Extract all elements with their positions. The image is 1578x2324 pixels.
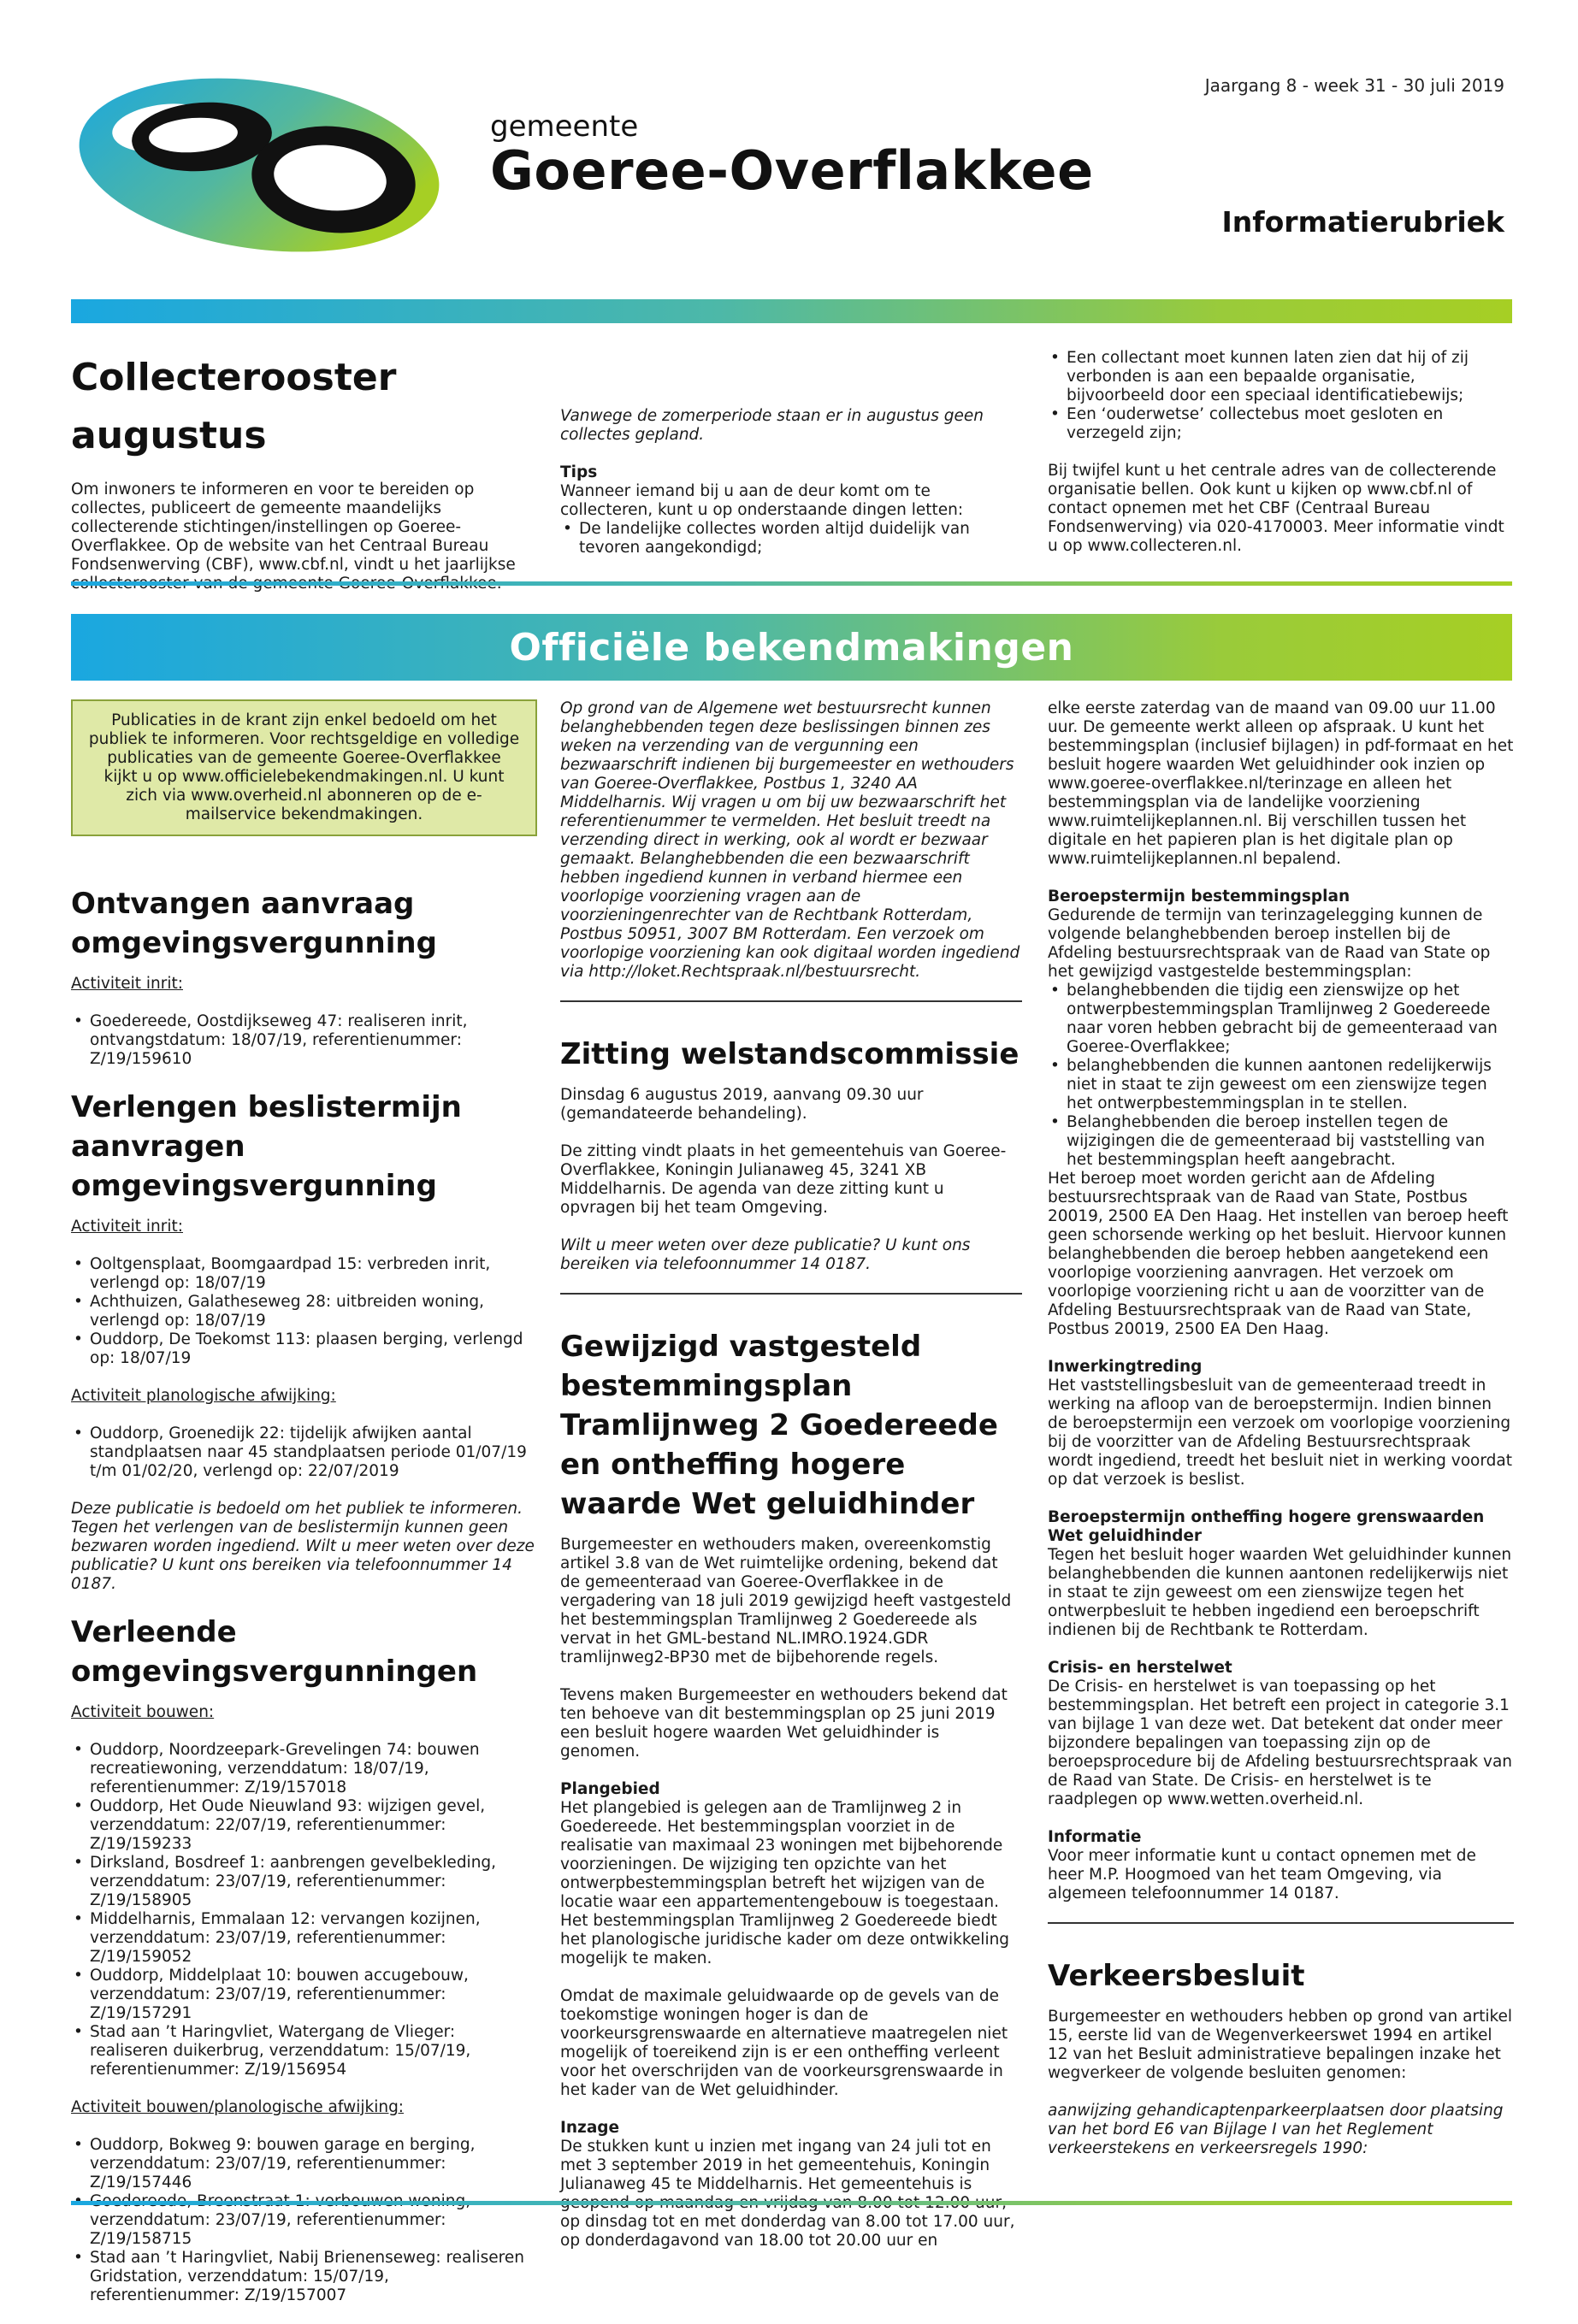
column-rule bbox=[560, 1293, 1022, 1295]
official-notices-banner bbox=[71, 614, 1512, 681]
notices-column-1 bbox=[71, 699, 537, 2324]
issue-date: Jaargang 8 - week 31 - 30 juli 2019 bbox=[1204, 75, 1504, 96]
granted-list-building bbox=[71, 1741, 537, 2079]
info-heading: Informatie bbox=[1048, 1828, 1142, 1846]
tips-intro: Wanneer iemand bij u aan de deur komt om te collecteren, kunt u op onderstaande dingen letten: bbox=[560, 482, 964, 519]
header-divider bbox=[71, 299, 1512, 323]
list-item: • Stad aan ’t Haringvliet, Watergang de Vlieger: realiseren duikerbrug, verzenddatum: 15/07/19, referentienummer: Z/19/156954 bbox=[71, 2023, 537, 2079]
notices-column-2 bbox=[560, 699, 1022, 2250]
inzage-body: De stukken kunt u inzien met ingang van 24 juli tot en met 3 september 2019 in het gemeentehuis, Koningin Julianaweg 45 te Middelharnis. Het gemeentehuis is op dinsdag tot en met donderdag van 8.00 tot 17.00 uur, op donderdagavond van 18.00 tot 20.00 uur en bbox=[560, 2138, 1015, 2250]
welstand-body: De zitting vindt plaats in het gemeentehuis van Goeree-Overflakkee, Koningin Julianaweg 45, 3241 XB Middelharnis. De agenda van deze zitting kunt u opvragen bij het team Omgeving. bbox=[560, 1142, 1007, 1217]
info-body: Voor meer informatie kunt u contact opnemen met de heer M.P. Hoogmoed van het team Omgeving, via algemeen telefoonnummer 14 0187. bbox=[1048, 1847, 1476, 1902]
received-list bbox=[71, 1012, 537, 1069]
welstand-date: Dinsdag 6 augustus 2019, aanvang 09.30 uur (gemandateerde behandeling). bbox=[560, 1086, 924, 1123]
welstand-title: Zitting welstandscommissie bbox=[560, 1037, 1019, 1071]
collect-title: Collecterooster augustus bbox=[71, 356, 397, 457]
list-item: • Belanghebbenden die beroep instellen tegen de wijzigingen die de gemeenteraad bij vaststelling van het bestemmingsplan heeft aangebracht. bbox=[1048, 1113, 1514, 1170]
tips-list-continued bbox=[1048, 349, 1514, 443]
appeal-intro: Gedurende de termijn van terinzagelegging kunnen de volgende belanghebbenden beroep instellen bij de Afdeling bestuursrechtspraak van de Raad van State op het gewijzigd vastgestelde bestemmingsplan: bbox=[1048, 906, 1491, 981]
list-item: • Dirksland, Bosdreef 1: aanbrengen gevelbekleding, verzenddatum: 23/07/19, referentienummer: Z/19/158905 bbox=[71, 1854, 537, 1910]
list-item: • Achthuizen, Galatheseweg 28: uitbreiden woning, verlengd op: 18/07/19 bbox=[71, 1293, 537, 1330]
inzage-continued: elke eerste zaterdag van de maand van 09.00 uur 11.00 uur. De gemeente werkt alleen op afspraak. U kunt het bestemmingsplan (inclusief bijlagen) in pdf-formaat en het besluit hogere waarden Wet geluidhinder ook inzien op www.goeree-overflakkee.nl/terinzage en alleen het bestemmingsplan via de landelijke voorziening www.ruimtelijkeplannen.nl. Bij verschillen tussen het digitale en het papieren plan is het digitale plan op www.ruimtelijkeplannen.nl bepalend. bbox=[1048, 699, 1514, 868]
list-item: • Ouddorp, Het Oude Nieuwland 93: wijzigen gevel, verzenddatum: 22/07/19, referentienummer: Z/19/159233 bbox=[71, 1797, 537, 1854]
extend-note: Deze publicatie is bedoeld om het publiek te informeren. Tegen het verlengen van de beslistermijn kunnen geen bezwaren worden ingediend. Wilt u meer weten over deze publicatie? U kunt ons bereiken via telefoonnummer 14 0187. bbox=[71, 1500, 535, 1593]
list-item: • verzenddatum: 23/07/19, referentienummer: Z/19/158715 bbox=[71, 2192, 537, 2249]
tramlijnweg-p2: Tevens maken Burgemeester en wethouders bekend dat ten behoeve van dit bestemmingsplan op 25 juni 2019 een besluit hogere waarden Wet geluidhinder is genomen. bbox=[560, 1686, 1008, 1761]
municipality-logo bbox=[75, 75, 452, 275]
collect-closing: Bij twijfel kunt u het centrale adres van de collecterende organisatie bellen. Ook kunt u kijken op www.cbf.nl of contact opnemen met het CBF (Centraal Bureau Fondsenwerving) via 020-4170003. Meer informatie vindt u op www.collecteren.nl. bbox=[1048, 462, 1504, 555]
extend-activity-planning: Activiteit planologische afwijking: bbox=[71, 1387, 336, 1405]
footer-divider bbox=[71, 2201, 1512, 2205]
notices-column-3 bbox=[1048, 699, 1514, 2158]
section-divider bbox=[71, 581, 1512, 586]
list-item: • Ouddorp, De Toekomst 113: plaasen berging, verlengd op: 18/07/19 bbox=[71, 1330, 537, 1368]
list-item: • Ouddorp, Bokweg 9: bouwen garage en berging, verzenddatum: 23/07/19, referentienummer: Z/19/157446 bbox=[71, 2136, 537, 2192]
extend-list-planning bbox=[71, 1424, 537, 1481]
municipality-prefix: gemeente bbox=[490, 109, 639, 144]
welstand-note: Wilt u meer weten over deze publicatie? U kunt ons bereiken via telefoonnummer 14 0187. bbox=[560, 1236, 971, 1273]
plangebied-heading: Plangebied bbox=[560, 1780, 660, 1798]
granted-activity-building-planning: Activiteit bouwen/planologische afwijking: bbox=[71, 2098, 405, 2116]
appeal-body: Het beroep moet worden gericht aan de Afdeling bestuursrechtspraak van de Raad van State, Postbus 20019, 2500 EA Den Haag. Het instellen van beroep heeft geen schorsende werking op het besluit. Hiervoor kunnen belanghebbenden die beroep hebben aangetekend een voorlopige voorziening aanvragen. Het verzoek om voorlopige voorziening richt u aan de voorzitter van de Afdeling Bestuursrechtspraak van de Raad van State, Postbus 20019, 2500 EA Den Haag. bbox=[1048, 1170, 1509, 1338]
column-rule bbox=[560, 1000, 1022, 1002]
collect-column-1 bbox=[71, 349, 533, 593]
tips-list bbox=[560, 520, 1022, 557]
list-item: • belanghebbenden die kunnen aantonen redelijkerwijs niet in staat te zijn geweest om een zienswijze tegen het ontwerpbestemmingsplan in te stellen. bbox=[1048, 1057, 1514, 1113]
appeal-heading: Beroepstermijn bestemmingsplan bbox=[1048, 888, 1350, 905]
list-item: • Ouddorp, Noordzeepark-Grevelingen 74: bouwen recreatiewoning, verzenddatum: 18/07/19, referentienummer: Z/19/157018 bbox=[71, 1741, 537, 1797]
granted-activity-building: Activiteit bouwen: bbox=[71, 1703, 215, 1721]
list-item: • Ooltgensplaat, Boomgaardpad 15: verbreden inrit, verlengd op: 18/07/19 bbox=[71, 1255, 537, 1293]
inzage-heading: Inzage bbox=[560, 2119, 620, 2137]
extend-title: Verlengen beslistermijn aanvragen omgevingsvergunning bbox=[71, 1090, 462, 1203]
list-item: • Goedereede, Oostdijkseweg 47: realiseren inrit, ontvangstdatum: 18/07/19, referentienummer: Z/19/159610 bbox=[71, 1012, 537, 1069]
appeal-list bbox=[1048, 982, 1514, 1170]
list-item: • Middelharnis, Emmalaan 12: vervangen kozijnen, verzenddatum: 23/07/19, referentienummer: Z/19/159052 bbox=[71, 1910, 537, 1967]
effect-body: Het vaststellingsbesluit van de gemeenteraad treedt in werking na afloop van de beroepstermijn. Indien binnen de beroepstermijn een verzoek om voorlopige voorziening bij de voorzitter van de Afdeling Bestuursrechtspraak wordt ingediend, treedt het besluit niet in werking voordat op dat verzoek is beslist. bbox=[1048, 1377, 1512, 1489]
tramlijnweg-p1: Burgemeester en wethouders maken, overeenkomstig artikel 3.8 van de Wet ruimtelijke ordening, bekend dat de gemeenteraad van Goeree-Overflakkee in de vergadering van 18 juli 2019 gewijzigd heeft vastgesteld het bestemmingsplan Tramlijnweg 2 Goedereede als vervat in het GML-bestand NL.IMRO.1924.GDR tramlijnweg2-BP30 met de bijbehorende regels. bbox=[560, 1536, 1012, 1666]
granted-title: Verleende omgevingsvergunningen bbox=[71, 1615, 478, 1689]
effect-heading: Inwerkingtreding bbox=[1048, 1358, 1203, 1376]
received-activity: Activiteit inrit: bbox=[71, 975, 183, 993]
tip-item: • De landelijke collectes worden altijd duidelijk van tevoren aangekondigd; bbox=[560, 520, 1022, 557]
noise-body: Tegen het besluit hoger waarden Wet geluidhinder kunnen belanghebbenden die kunnen aantonen redelijkerwijs niet in staat te zijn geweest om een zienswijze tegen het ontwerpbesluit te hebben ingediend een beroepschrift indienen bij de Rechtbank te Rotterdam. bbox=[1048, 1546, 1512, 1639]
collect-column-2 bbox=[560, 349, 1022, 576]
extend-list-driveway bbox=[71, 1255, 537, 1368]
crisis-body: De Crisis- en herstelwet is van toepassing op het bestemmingsplan. Het betreft een project in categorie 3.1 van bijlage 1 van deze wet. Dat betekent dat onder meer bijzondere bepalingen van toepassing zijn op de beroepsprocedure bij de Afdeling bestuursrechtspraak van de Raad van State. De Crisis- en herstelwet is te raadplegen op www.wetten.overheid.nl. bbox=[1048, 1678, 1513, 1808]
tips-heading: Tips bbox=[560, 463, 598, 481]
tip-item: • Een ‘ouderwetse’ collectebus moet gesloten en verzegeld zijn; bbox=[1048, 405, 1514, 443]
traffic-body: Burgemeester en wethouders hebben op grond van artikel 15, eerste lid van de Wegenverkeerswet 1994 en artikel 12 van het Besluit administratieve bepalingen inzake het wegverkeer de volgende besluiten genomen: bbox=[1048, 2008, 1513, 2082]
collect-intro: Om inwoners te informeren en voor te bereiden op collectes, publiceert de gemeente maandelijks collecterende stichtingen/instellingen op Goeree-Overflakkee. Op de website van het Centraal Bureau Fondsenwerving (CBF), www.cbf.nl, vindt u het jaarlijkse bbox=[71, 481, 516, 574]
list-item: • belanghebbenden die tijdig een zienswijze op het ontwerpbestemmingsplan Tramlijnweg 2 Goedereede naar voren hebben gebracht bij de gemeenteraad van Goeree-Overflakkee; bbox=[1048, 982, 1514, 1057]
list-item: • Stad aan ’t Haringvliet, Nabij Brienenseweg: realiseren Gridstation, verzenddatum: 15/07/19, referentienummer: Z/19/157007 bbox=[71, 2249, 537, 2305]
noise-heading: Beroepstermijn ontheffing hogere grenswaarden Wet geluidhinder bbox=[1048, 1508, 1485, 1545]
traffic-title: Verkeersbesluit bbox=[1048, 1959, 1305, 1993]
collect-summer-note: Vanwege de zomerperiode staan er in augustus geen collectes gepland. bbox=[560, 407, 984, 444]
crisis-heading: Crisis- en herstelwet bbox=[1048, 1659, 1232, 1677]
granted-list-building-planning bbox=[71, 2136, 537, 2305]
banner-title: Officiële bekendmakingen bbox=[509, 625, 1074, 669]
column-rule bbox=[1048, 1922, 1514, 1924]
tip-item: • Een collectant moet kunnen laten zien dat hij of zij verbonden is aan een bepaalde organisatie, bijvoorbeeld door een speciaal identificatiebewijs; bbox=[1048, 349, 1514, 405]
collect-column-3 bbox=[1048, 349, 1514, 556]
tramlijnweg-p3: Omdat de maximale geluidwaarde op de gevels van de toekomstige woningen hoger is dan de voorkeursgrenswaarde en alternatieve maatregelen niet mogelijk of toereikend zijn is er een ontheffing verleent voor het overschrijden van de voorkeursgrenswaarde in het kader van de Wet geluidhinder. bbox=[560, 1987, 1008, 2099]
publication-notice: Publicaties in de krant zijn enkel bedoeld om het publiek te informeren. Voor rechtsgeldige en volledige publicaties van de gemeente Goeree-Overflakkee kijkt u op www.officielebekendmakingen.nl. U kunt zich via www.overheid.nl abonneren op de e-mailservice bekendmakingen. bbox=[71, 699, 537, 836]
received-title: Ontvangen aanvraag omgevingsvergunning bbox=[71, 887, 437, 960]
municipality-name: Goeree-Overflakkee bbox=[490, 139, 1094, 202]
objection-text: Op grond van de Algemene wet bestuursrecht kunnen belanghebbenden tegen deze beslissingen binnen zes weken na verzending van de vergunning een bezwaarschrift indienen bij burgemeester en wethouders van Goeree-Overflakkee, Postbus 1, 3240 AA Middelharnis. Wij vragen u om bij uw bezwaarschrift het referentienummer te vermelden. Het besluit treedt na verzending direct in werking, ook al wordt er bezwaar gemaakt. Belanghebbenden die een bezwaarschrift hebben ingediend kunnen in verband hiermee een voorlopige voorziening vragen aan de voorzieningenrechter van de Rechtbank Rotterdam, Postbus 50951, 3007 BM Rotterdam. Een verzoek om voorlopige voorziening kan ook digitaal worden ingediend via http://loket.Rechtspraak.nl/bestuursrecht. bbox=[560, 699, 1020, 981]
tramlijnweg-title: Gewijzigd vastgesteld bestemmingsplan Tramlijnweg 2 Goedereede en ontheffing hogere waarde Wet geluidhinder bbox=[560, 1330, 998, 1521]
plangebied-body: Het plangebied is gelegen aan de Tramlijnweg 2 in Goedereede. Het bestemmingsplan voorziet in de realisatie van maximaal 23 woningen met bijbehorende voorzieningen. De wijziging ten opzichte van het ontwerpbestemmingsplan betreft het wijzigen van de locatie waar een appartementengebouw is toegestaan. Het bestemmingsplan Tramlijnweg 2 Goedereede biedt het planologische juridische kader om deze ontwikkeling mogelijk te maken. bbox=[560, 1799, 1010, 1967]
traffic-note: aanwijzing gehandicaptenparkeerplaatsen door plaatsing van het bord E6 van Bijlage I van het Reglement verkeerstekens en verkeersregels 1990: bbox=[1048, 2102, 1504, 2157]
section-rubric: Informatierubriek bbox=[1221, 205, 1504, 239]
spacer bbox=[68, 1710, 69, 1711]
list-item: • Ouddorp, Middelplaat 10: bouwen accugebouw, verzenddatum: 23/07/19, referentienummer: Z/19/157291 bbox=[71, 1967, 537, 2023]
extend-activity-driveway: Activiteit inrit: bbox=[71, 1218, 183, 1236]
list-item: • Ouddorp, Groenedijk 22: tijdelijk afwijken aantal standplaatsen naar 45 standplaatsen periode 01/07/19 t/m 01/02/20, verlengd op: 22/07/2019 bbox=[71, 1424, 537, 1481]
